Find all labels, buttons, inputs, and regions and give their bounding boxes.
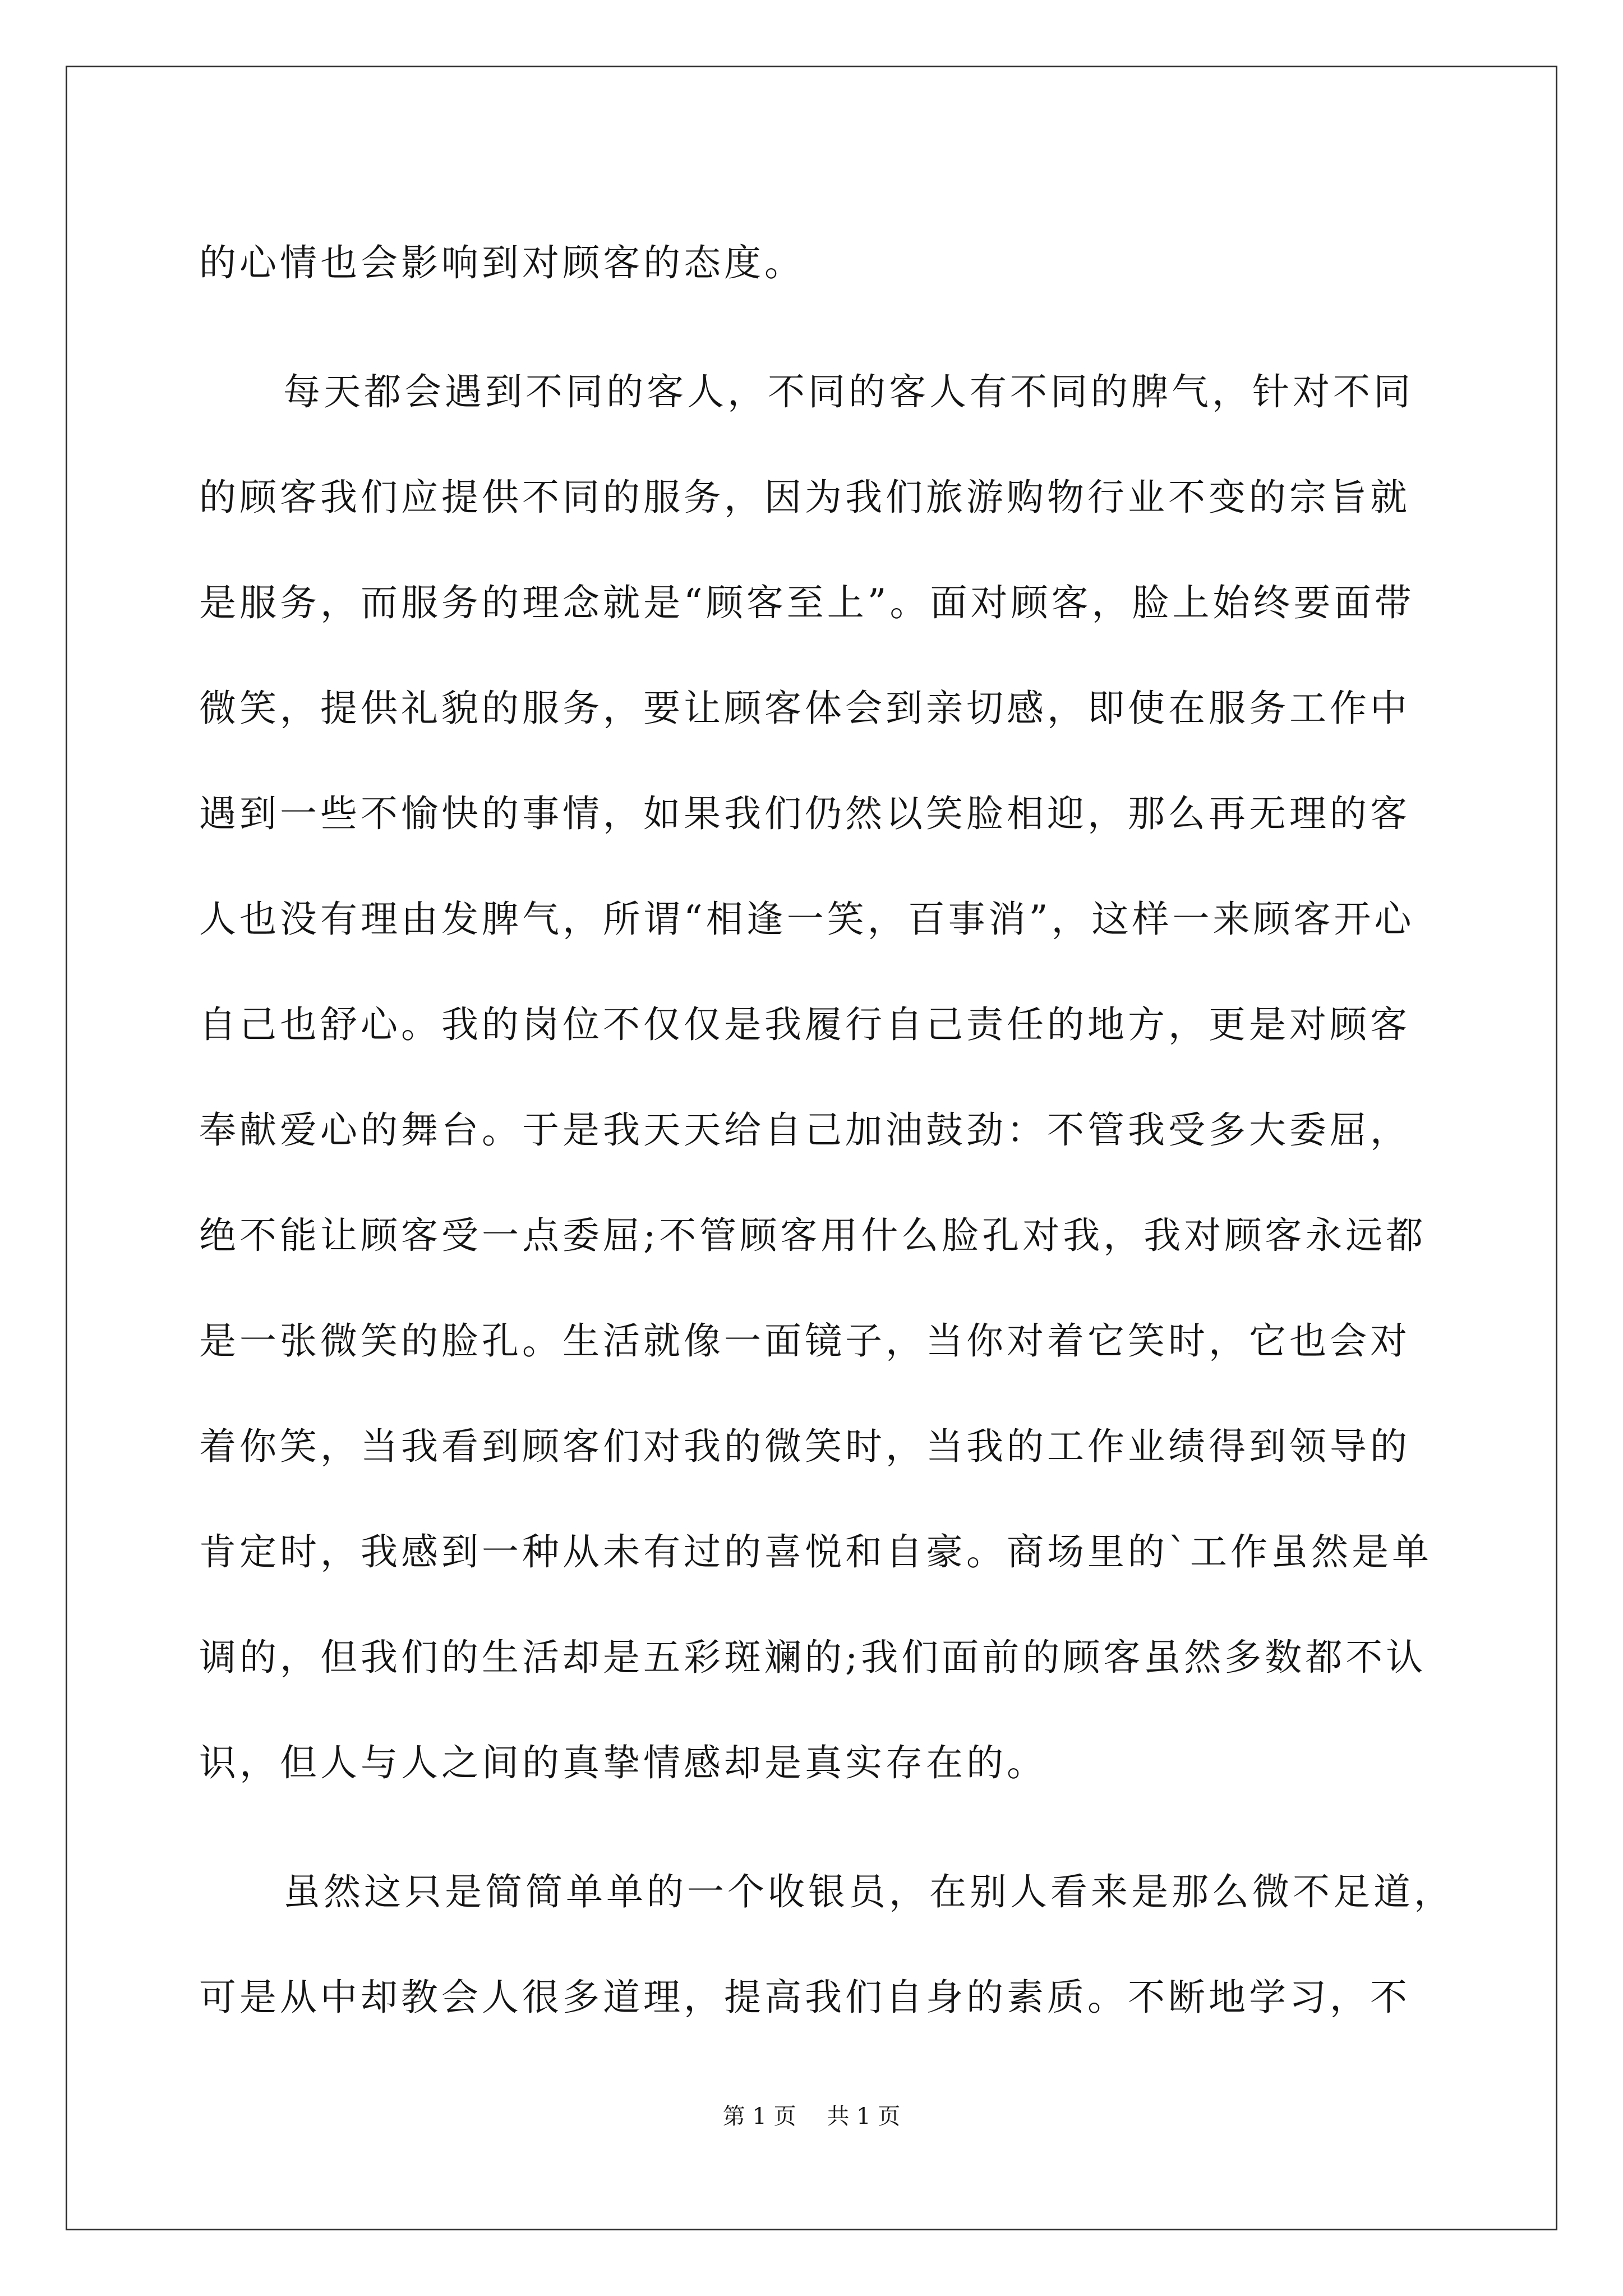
page-number-label: 第 1 页 [722, 2104, 796, 2129]
paragraph-2-line-4: 微笑，提供礼貌的服务，要让顾客体会到亲切感，即使在服务工作中 [199, 687, 1410, 730]
paragraph-2-line-14: 识，但人与人之间的真挚情感却是真实存在的。 [199, 1741, 1047, 1784]
paragraph-3-line-2: 可是从中却教会人很多道理，提高我们自身的素质。不断地学习，不 [199, 1976, 1410, 2019]
paragraph-2-line-10: 是一张微笑的脸孔。生活就像一面镜子，当你对着它笑时，它也会对 [199, 1319, 1410, 1363]
paragraph-2-line-7: 自己也舒心。我的岗位不仅仅是我履行自己责任的地方，更是对顾客 [199, 1003, 1410, 1046]
paragraph-2-line-6: 人也没有理由发脾气，所谓“相逢一笑，百事消”，这样一来顾客开心 [199, 898, 1415, 941]
document-body [199, 210, 1489, 2050]
paragraph-3-line-1: 虽然这只是简简单单的一个收银员，在别人看来是那么微不足道， [283, 1870, 1454, 1913]
paragraph-2-line-11: 着你笑，当我看到顾客们对我的微笑时，当我的工作业绩得到领导的 [199, 1425, 1410, 1468]
paragraph-2-line-12: 肯定时，我感到一种从未有过的喜悦和自豪。商场里的`工作虽然是单 [199, 1530, 1432, 1573]
paragraph-2-line-3: 是服务，而服务的理念就是“顾客至上”。面对顾客，脸上始终要面带 [199, 581, 1415, 624]
page-footer [0, 2101, 1623, 2132]
paragraph-1-line-1: 的心情也会影响到对顾客的态度。 [199, 241, 805, 284]
paragraph-2-line-2: 的顾客我们应提供不同的服务，因为我们旅游购物行业不变的宗旨就 [199, 476, 1410, 519]
paragraph-2-line-8: 奉献爱心的舞台。于是我天天给自己加油鼓劲：不管我受多大委屈， [199, 1108, 1410, 1152]
page-total-label: 共 1 页 [827, 2104, 901, 2129]
paragraph-2-line-9: 绝不能让顾客受一点委屈;不管顾客用什么脸孔对我，我对顾客永远都 [199, 1214, 1427, 1257]
paragraph-2-line-5: 遇到一些不愉快的事情，如果我们仍然以笑脸相迎，那么再无理的客 [199, 792, 1410, 835]
paragraph-2-line-13: 调的，但我们的生活却是五彩斑斓的;我们面前的顾客虽然多数都不认 [199, 1636, 1427, 1679]
paragraph-2-line-1: 每天都会遇到不同的客人，不同的客人有不同的脾气，针对不同 [283, 370, 1414, 413]
